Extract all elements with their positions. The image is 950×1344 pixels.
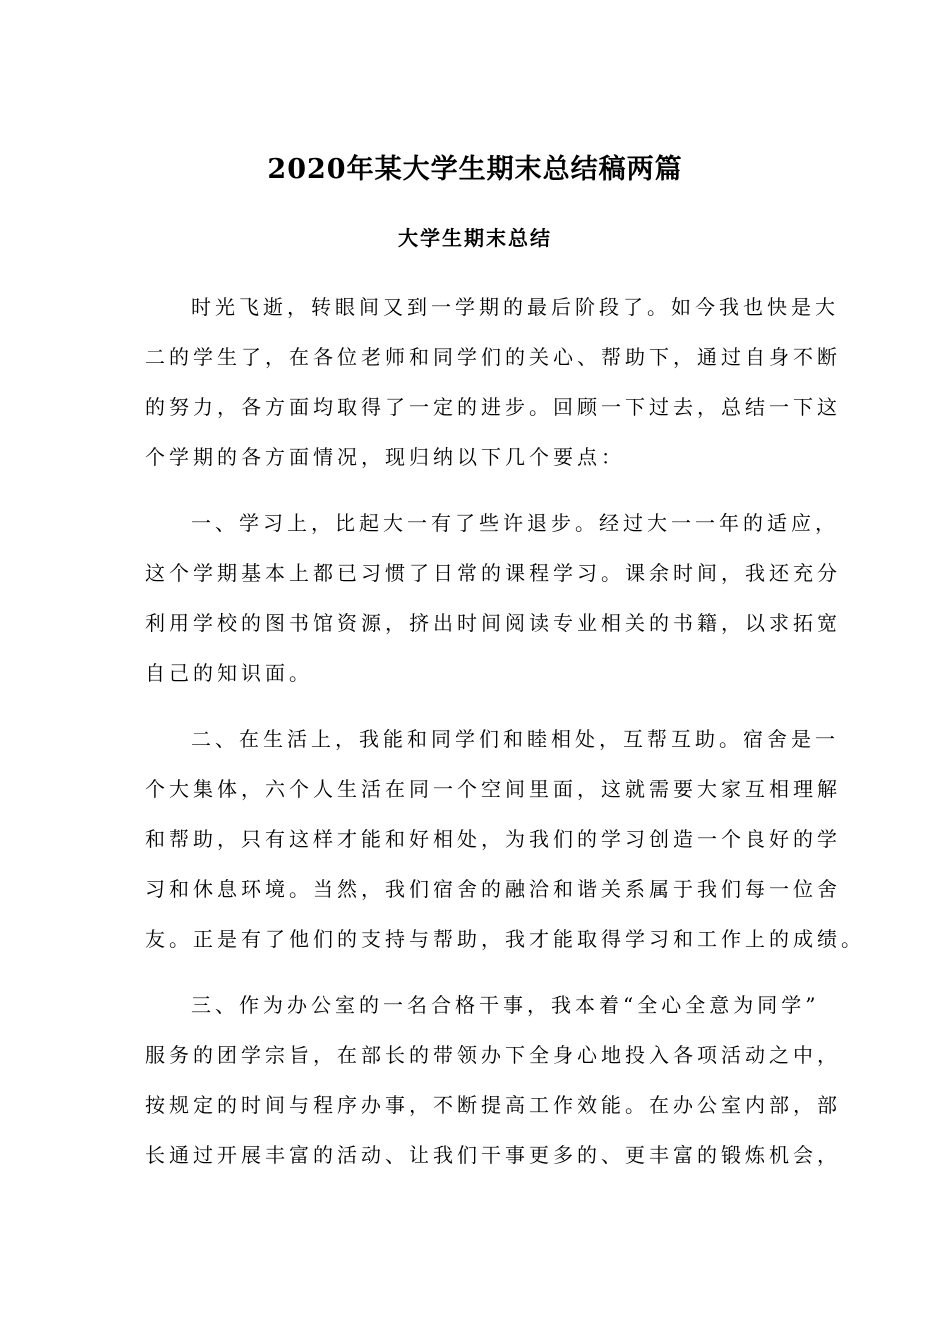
paragraph-line: 按规定的时间与程序办事，不断提高工作效能。在办公室内部，部 xyxy=(145,1093,841,1117)
paragraph-line: 的努力，各方面均取得了一定的进步。回顾一下过去，总结一下这 xyxy=(145,395,841,419)
paragraph-line: 二的学生了，在各位老师和同学们的关心、帮助下，通过自身不断 xyxy=(145,345,841,369)
paragraph-intro xyxy=(145,282,841,482)
paragraph-line: 个大集体，六个人生活在同一个空间里面，这就需要大家互相理解 xyxy=(145,777,841,801)
paragraph-line: 时光飞逝，转眼间又到一学期的最后阶段了。如今我也快是大 xyxy=(191,295,839,319)
paragraph-line: 习和休息环境。当然，我们宿舍的融洽和谐关系属于我们每一位舍 xyxy=(145,877,841,901)
document-title: 2020年某大学生期末总结稿两篇 xyxy=(267,154,683,185)
paragraph-line: 三、作为办公室的一名合格干事，我本着“全心全意为同学” xyxy=(191,993,820,1017)
paragraph-line: 和帮助，只有这样才能和好相处，为我们的学习创造一个良好的学 xyxy=(145,827,841,851)
paragraph-line: 利用学校的图书馆资源，挤出时间阅读专业相关的书籍，以求拓宽 xyxy=(145,611,841,635)
paragraph-line: 一、学习上，比起大一有了些许退步。经过大一一年的适应， xyxy=(191,511,839,535)
paragraph-study xyxy=(145,498,841,698)
paragraph-work xyxy=(145,980,841,1180)
paragraph-line: 友。正是有了他们的支持与帮助，我才能取得学习和工作上的成绩。 xyxy=(145,927,865,951)
paragraph-line: 这个学期基本上都已习惯了日常的课程学习。课余时间，我还充分 xyxy=(145,561,841,585)
paragraph-line: 长通过开展丰富的活动、让我们干事更多的、更丰富的锻炼机会， xyxy=(145,1143,841,1167)
paragraph-line: 服务的团学宗旨，在部长的带领办下全身心地投入各项活动之中， xyxy=(145,1043,841,1067)
paragraph-line: 自己的知识面。 xyxy=(145,661,313,685)
document-subtitle: 大学生期末总结 xyxy=(398,226,552,250)
paragraph-life xyxy=(145,714,865,964)
paragraph-line: 个学期的各方面情况，现归纳以下几个要点： xyxy=(145,445,625,469)
paragraph-line: 二、在生活上，我能和同学们和睦相处，互帮互助。宿舍是一 xyxy=(191,727,839,751)
